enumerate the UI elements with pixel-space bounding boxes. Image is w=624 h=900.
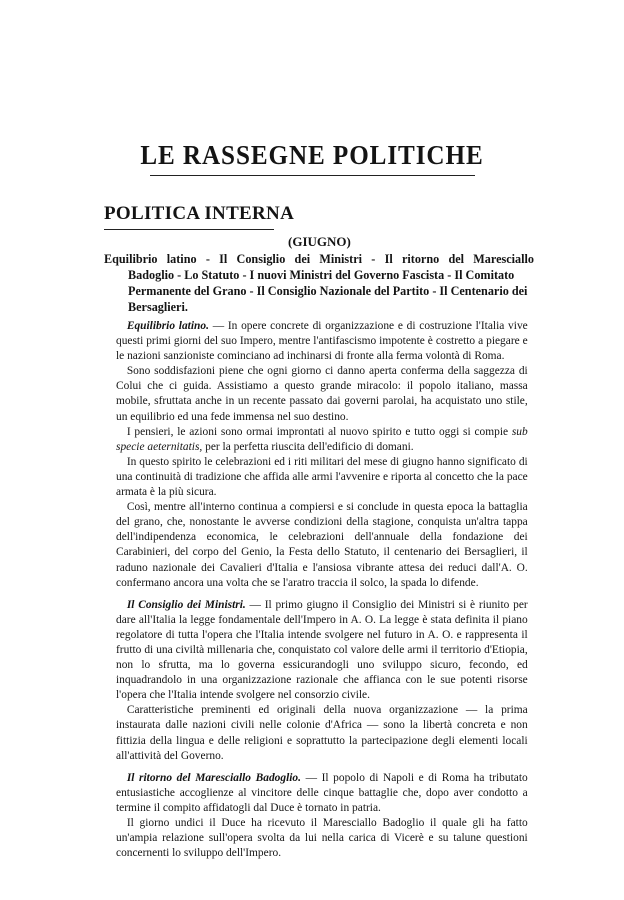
article-body <box>116 318 534 860</box>
paragraph-text: Così, mentre all'interno continua a compiersi e si conclude in questa epoca la battaglia del grano, che, nonostante le avverse condizioni della stagione, conquista un'altra tappa dell'indipendenza economica, le celebrazioni dell'annuale della fondazione dei Carabinieri, del corpo del Genio, la Festa dello Statuto, il centenario dei Bersaglieri, il raduno nazionale dei Cavalieri d'Italia e l'ansiosa vibrante attesa dei reduci dall'A. O. confermano ancora una volta che se l'aratro traccia il solco, la spada lo difende. <box>116 500 528 589</box>
paragraph-lead: Il ritorno del Maresciallo Badoglio. <box>126 770 301 784</box>
paragraph-equilibrio <box>116 318 528 363</box>
month-label: (GIUGNO) <box>288 234 351 249</box>
latin-phrase: sub specie aeternitatis, <box>116 424 528 453</box>
summary-first-line: Equilibrio latino - Il Consiglio dei Ministri - Il ritorno del Maresciallo <box>104 252 534 266</box>
paragraph <box>116 424 528 454</box>
paragraph-text: Sono soddisfazioni piene che ogni giorno ci danno aperta conferma della saggezza di Colui che ci guida. Assistiamo a questo grande miracolo: il popolo italiano, massa mobile, sfruttata anche in un recente passato dai governi parolai, ha acquistato uno stile, un equilibrio ed una fede immensa nel suo destino. <box>116 364 528 423</box>
section-title: POLITICA INTERNA <box>104 203 295 224</box>
paragraph-lead: Il Consiglio dei Ministri. <box>126 597 246 611</box>
paragraph-text: I pensieri, le azioni sono ormai improntati al nuovo spirito e tutto oggi si compie <box>126 424 512 438</box>
paragraph <box>116 363 528 423</box>
title-rule <box>150 175 475 176</box>
paragraph <box>116 454 528 499</box>
paragraph-text: Il giorno undici il Duce ha ricevuto il Maresciallo Badoglio il quale gli ha fatto un'ampia relazione sull'opera svolta da lui nella carica di Vicerè e su talune questioni concernenti lo sviluppo dell'Impero. <box>116 816 528 860</box>
page-title: LE RASSEGNE POLITICHE <box>140 140 484 170</box>
paragraph-lead: Equilibrio latino. <box>126 319 209 332</box>
paragraph-text: — In opere concrete di organizzazione e di costruzione l'Italia vive questi primi giorni del suo Impero, mentre l'antifascismo impotente è costretto a piegare e le nazioni sanzioniste cominciano ad inchinarsi di fronte alla ferma volontà di Roma. <box>116 319 528 363</box>
paragraph-text: per la perfetta riuscita dell'edificio di domani. <box>202 439 414 453</box>
paragraph-text: — Il primo giugno il Consiglio dei Ministri si è riunito per dare all'Italia la legge fondamentale dell'Impero in A. O. La legge è stata definita il piano regolatore di tutta l'opera che l'Italia intende svolgere nel futuro in A. O. e rappresenta il frutto di una civiltà millenaria che, conquistato col valore delle armi il territorio d'Etiopia, non lo sfrutta, ma lo governa essicurandogli uno sviluppo sicuro, fecondo, ed inquadrandolo in una organizzazione razionale che affianca con le sue potenti risorse l'opera che l'Italia intende svolgere nel consorzio civile. <box>116 597 528 702</box>
paragraph <box>116 815 528 860</box>
paragraph-text: Caratteristiche preminenti ed originali della nuova organizzazione — la prima instaurata dalle nazioni civili nelle colonie d'Africa — sono la libertà concreta e non fittizia della lingua e delle religioni e soprattutto la partecipazione degli elementi locali all'attività del Governo. <box>116 703 528 762</box>
paragraph <box>116 499 528 590</box>
summary-block <box>104 251 534 315</box>
paragraph-text: — Il popolo di Napoli e di Roma ha tributato entusiastiche accoglienze al vincitore delle cinque battaglie che, dopo aver condotto a termine il compito affidatogli dal Duce è tornato in patria. <box>116 770 528 814</box>
summary-rest: Badoglio - Lo Statuto - I nuovi Ministri del Governo Fascista - Il Comitato Permanente del Grano - Il Consiglio Nazionale del Partito - Il Centenario dei Bersaglieri. <box>128 268 528 314</box>
paragraph-consiglio <box>116 597 528 703</box>
paragraph-text: In questo spirito le celebrazioni ed i riti militari del mese di giugno hanno significato di una continuità di tradizione che affida alle armi l'avvenire e riporta al concetto che la pace armata è la più sicura. <box>116 454 528 499</box>
paragraph-badoglio <box>116 770 528 815</box>
paragraph <box>116 702 528 762</box>
section-rule <box>104 229 274 230</box>
